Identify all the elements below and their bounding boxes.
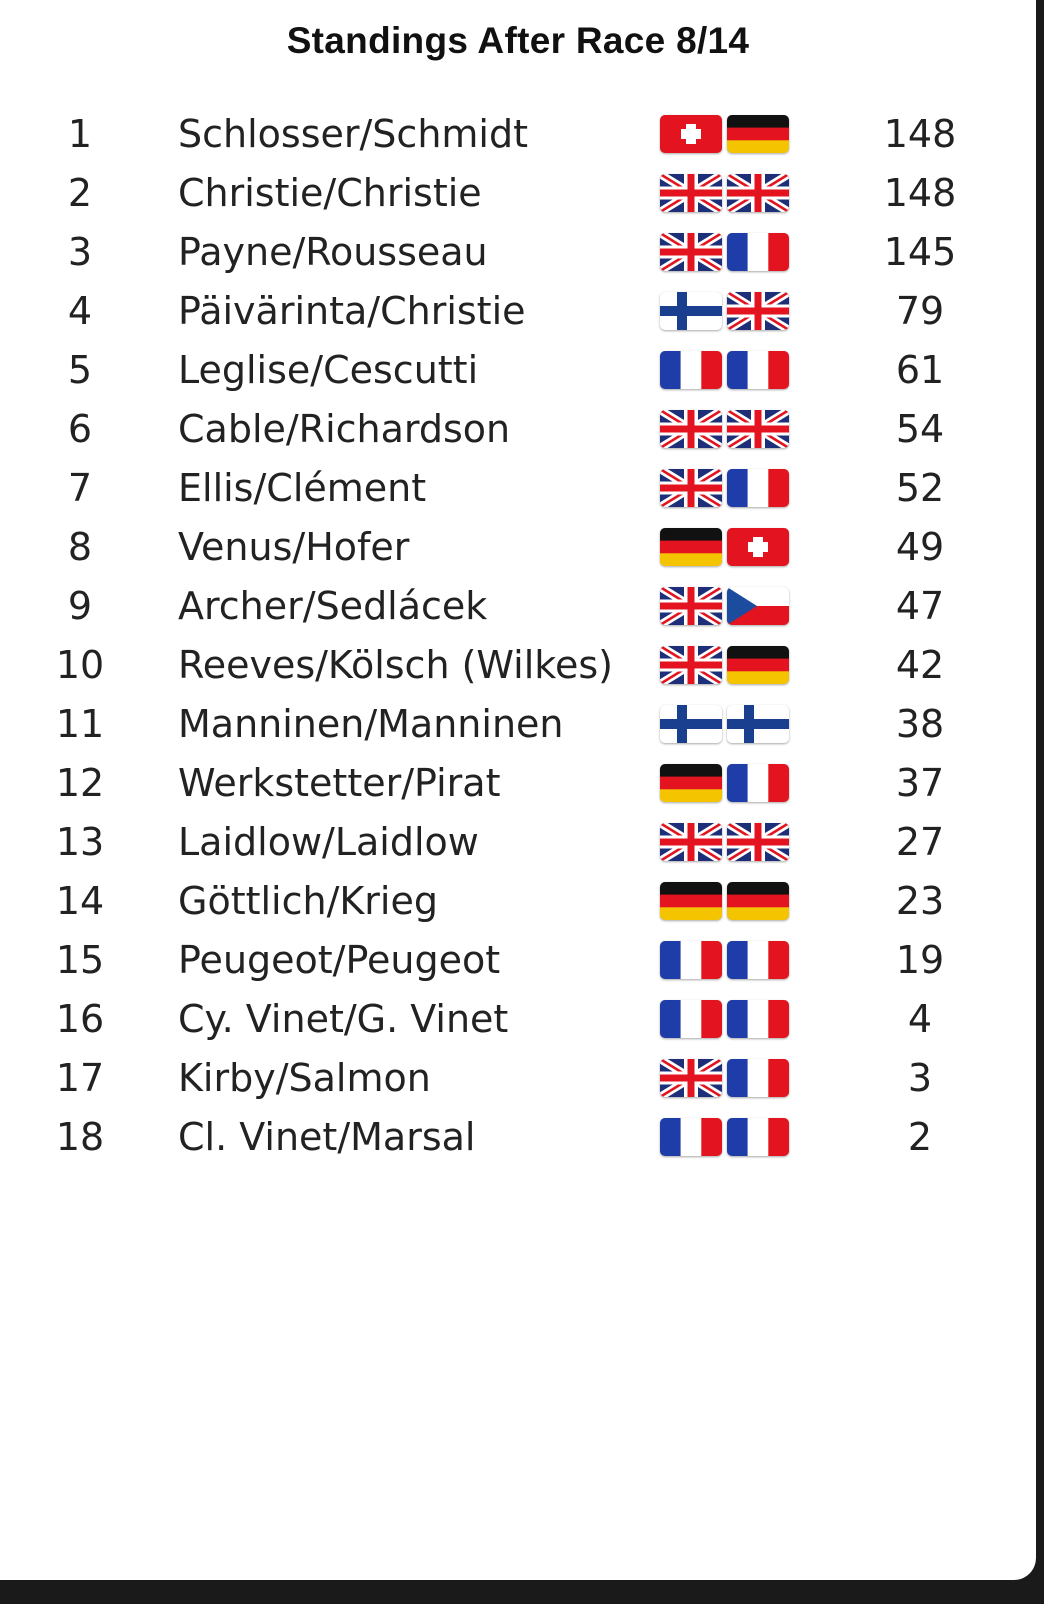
flags [660, 823, 789, 861]
team-name: Päivärinta/Christie [178, 289, 526, 333]
team-name: Cl. Vinet/Marsal [178, 1115, 476, 1159]
flags [660, 410, 789, 448]
flags [660, 882, 789, 920]
points: 47 [895, 584, 945, 628]
czech-flag-icon [727, 587, 789, 625]
points: 19 [895, 938, 945, 982]
france-flag-icon [660, 1118, 722, 1156]
finland-flag-icon [660, 705, 722, 743]
points: 148 [883, 112, 957, 156]
table-row [0, 1107, 1036, 1166]
uk-flag-icon [660, 410, 722, 448]
table-row [0, 930, 1036, 989]
position: 13 [55, 820, 105, 864]
table-row [0, 753, 1036, 812]
france-flag-icon [727, 941, 789, 979]
position: 2 [67, 171, 93, 215]
uk-flag-icon [660, 174, 722, 212]
table-row [0, 812, 1036, 871]
position: 6 [67, 407, 93, 451]
switzerland-flag-icon [727, 528, 789, 566]
team-name: Werkstetter/Pirat [178, 761, 501, 805]
team-name: Christie/Christie [178, 171, 482, 215]
team-name: Venus/Hofer [178, 525, 410, 569]
germany-flag-icon [660, 882, 722, 920]
france-flag-icon [727, 1059, 789, 1097]
flags [660, 351, 789, 389]
points: 4 [907, 997, 933, 1041]
position: 14 [55, 879, 105, 923]
uk-flag-icon [727, 174, 789, 212]
flags [660, 587, 789, 625]
points: 145 [883, 230, 957, 274]
germany-flag-icon [660, 764, 722, 802]
france-flag-icon [727, 764, 789, 802]
page-title: Standings After Race 8/14 [286, 20, 750, 61]
team-name: Schlosser/Schmidt [178, 112, 528, 156]
uk-flag-icon [660, 1059, 722, 1097]
position: 12 [55, 761, 105, 805]
points: 2 [907, 1115, 933, 1159]
table-row [0, 635, 1036, 694]
team-name: Peugeot/Peugeot [178, 938, 501, 982]
table-row [0, 399, 1036, 458]
team-name: Payne/Rousseau [178, 230, 488, 274]
france-flag-icon [727, 1000, 789, 1038]
france-flag-icon [660, 1000, 722, 1038]
table-row [0, 576, 1036, 635]
flags [660, 174, 789, 212]
position: 16 [55, 997, 105, 1041]
team-name: Ellis/Clément [178, 466, 427, 510]
finland-flag-icon [727, 705, 789, 743]
france-flag-icon [660, 941, 722, 979]
team-name: Reeves/Kölsch (Wilkes) [178, 643, 613, 687]
team-name: Cable/Richardson [178, 407, 511, 451]
team-name: Archer/Sedlácek [178, 584, 488, 628]
position: 5 [67, 348, 93, 392]
uk-flag-icon [727, 292, 789, 330]
france-flag-icon [727, 469, 789, 507]
france-flag-icon [727, 351, 789, 389]
position: 15 [55, 938, 105, 982]
table-row [0, 694, 1036, 753]
points: 37 [895, 761, 945, 805]
position: 17 [55, 1056, 105, 1100]
uk-flag-icon [660, 469, 722, 507]
table-row [0, 104, 1036, 163]
uk-flag-icon [660, 233, 722, 271]
table-row [0, 1048, 1036, 1107]
flags [660, 292, 789, 330]
team-name: Cy. Vinet/G. Vinet [178, 997, 509, 1041]
table-row [0, 871, 1036, 930]
team-name: Kirby/Salmon [178, 1056, 431, 1100]
flags [660, 705, 789, 743]
table-row [0, 222, 1036, 281]
flags [660, 233, 789, 271]
switzerland-flag-icon [660, 115, 722, 153]
position: 9 [67, 584, 93, 628]
points: 79 [895, 289, 945, 333]
position: 10 [55, 643, 105, 687]
team-name: Laidlow/Laidlow [178, 820, 479, 864]
germany-flag-icon [727, 882, 789, 920]
flags [660, 764, 789, 802]
team-name: Manninen/Manninen [178, 702, 564, 746]
uk-flag-icon [727, 823, 789, 861]
position: 1 [67, 112, 93, 156]
uk-flag-icon [727, 410, 789, 448]
team-name: Göttlich/Krieg [178, 879, 438, 923]
flags [660, 941, 789, 979]
france-flag-icon [727, 1118, 789, 1156]
flags [660, 646, 789, 684]
uk-flag-icon [660, 823, 722, 861]
team-name: Leglise/Cescutti [178, 348, 479, 392]
flags [660, 115, 789, 153]
flags [660, 528, 789, 566]
flags [660, 469, 789, 507]
position: 3 [67, 230, 93, 274]
finland-flag-icon [660, 292, 722, 330]
points: 52 [895, 466, 945, 510]
table-row [0, 163, 1036, 222]
points: 61 [895, 348, 945, 392]
germany-flag-icon [727, 646, 789, 684]
flags [660, 1000, 789, 1038]
standings-table [0, 104, 1036, 1166]
uk-flag-icon [660, 646, 722, 684]
points: 27 [895, 820, 945, 864]
flags [660, 1059, 789, 1097]
points: 54 [895, 407, 945, 451]
table-row [0, 458, 1036, 517]
points: 3 [907, 1056, 933, 1100]
position: 4 [67, 289, 93, 333]
points: 42 [895, 643, 945, 687]
points: 148 [883, 171, 957, 215]
points: 49 [895, 525, 945, 569]
france-flag-icon [660, 351, 722, 389]
germany-flag-icon [727, 115, 789, 153]
table-row [0, 517, 1036, 576]
table-row [0, 340, 1036, 399]
position: 7 [67, 466, 93, 510]
flags [660, 1118, 789, 1156]
uk-flag-icon [660, 587, 722, 625]
position: 8 [67, 525, 93, 569]
germany-flag-icon [660, 528, 722, 566]
position: 18 [55, 1115, 105, 1159]
table-row [0, 989, 1036, 1048]
table-row [0, 281, 1036, 340]
points: 23 [895, 879, 945, 923]
position: 11 [55, 702, 105, 746]
france-flag-icon [727, 233, 789, 271]
points: 38 [895, 702, 945, 746]
